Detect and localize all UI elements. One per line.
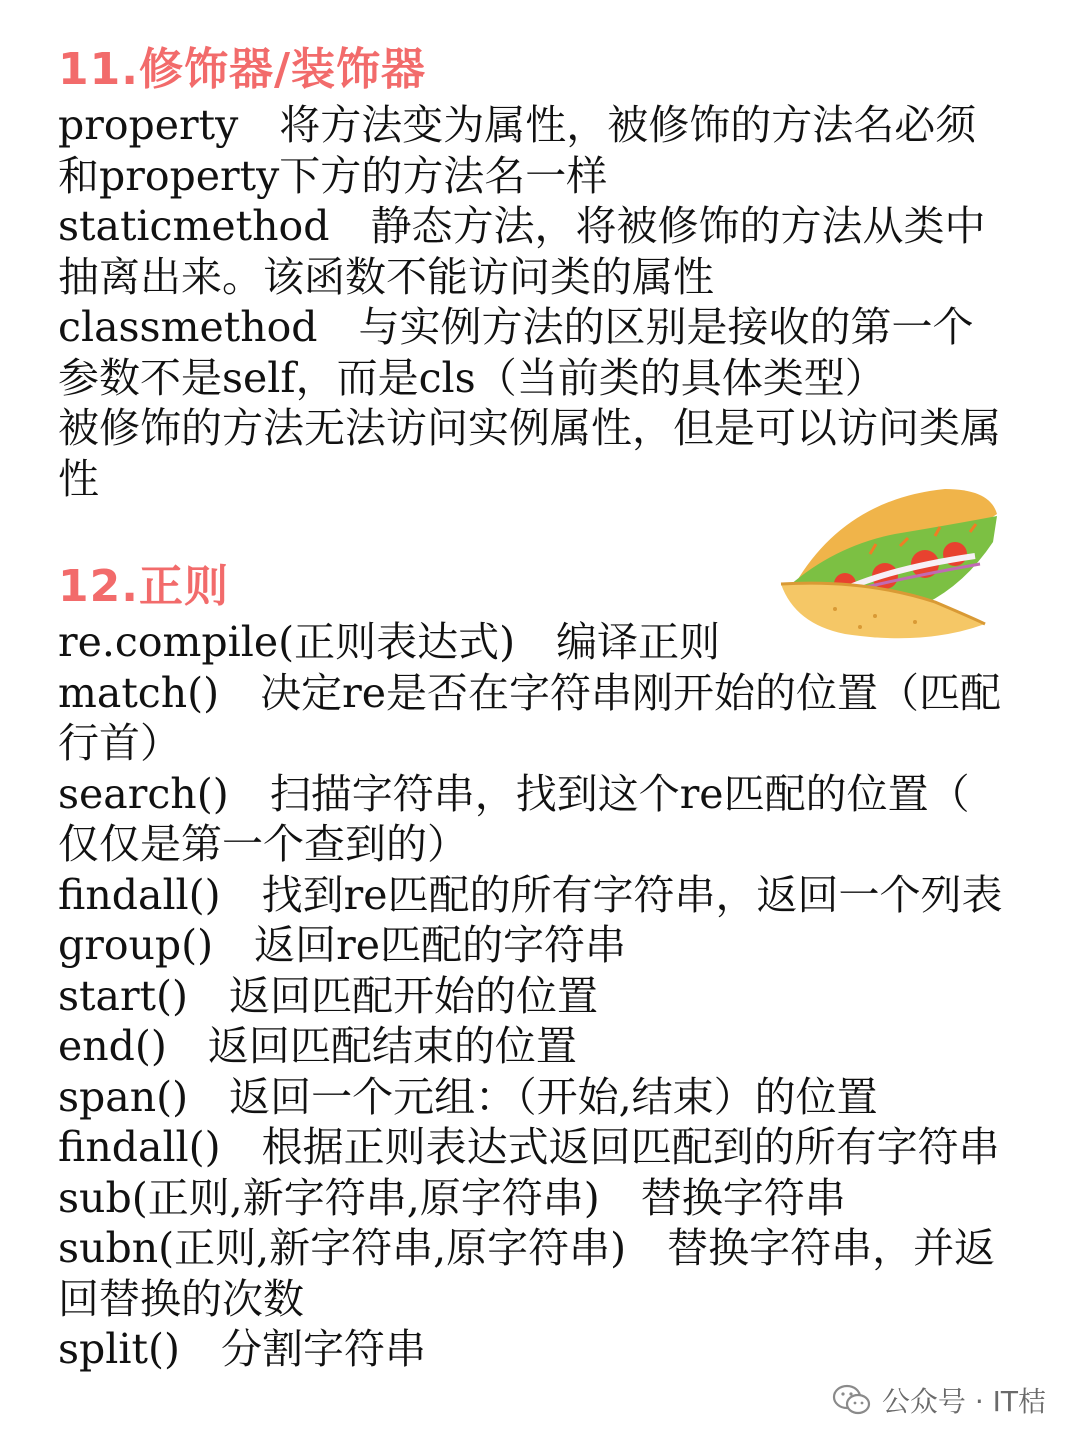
section-title-decorators: 11.修饰器/装饰器	[58, 44, 427, 95]
watermark-text: 公众号 · IT桔	[881, 1385, 1046, 1418]
text-line: 仅仅是第一个查到的）	[58, 820, 468, 868]
text-line: end() 返回匹配结束的位置	[58, 1022, 577, 1070]
text-line: findall() 根据正则表达式返回匹配到的所有字符串	[58, 1123, 1000, 1171]
text-line: 参数不是self，而是cls（当前类的具体类型）	[58, 353, 886, 402]
watermark	[832, 1380, 1046, 1420]
text-line: 性	[58, 454, 99, 503]
text-line: 和property下方的方法名一样	[58, 151, 608, 200]
text-line: 抽离出来。该函数不能访问类的属性	[58, 252, 714, 301]
text-line: findall() 找到re匹配的所有字符串，返回一个列表	[58, 870, 1003, 919]
text-line: span() 返回一个元组：（开始,结束）的位置	[58, 1072, 878, 1121]
text-line: split() 分割字符串	[58, 1325, 426, 1373]
text-line: match() 决定re是否在字符串刚开始的位置（匹配	[58, 668, 1002, 717]
text-line: staticmethod 静态方法，将被修饰的方法从类中	[58, 202, 986, 250]
text-line: sub(正则,新字符串,原字符串) 替换字符串	[58, 1173, 846, 1222]
text-line: classmethod 与实例方法的区别是接收的第一个	[58, 303, 974, 351]
section-decorators-body	[58, 100, 1038, 504]
text-line: start() 返回匹配开始的位置	[58, 971, 599, 1020]
section-title-regex: 12.正则	[58, 561, 229, 612]
text-line: subn(正则,新字符串,原字符串) 替换字符串，并返	[58, 1224, 996, 1272]
text-line: 行首）	[58, 719, 181, 767]
article-content	[58, 40, 1038, 1375]
text-line: property 将方法变为属性，被修饰的方法名必须	[58, 101, 977, 149]
text-line: 回替换的次数	[58, 1274, 304, 1323]
text-line: 被修饰的方法无法访问实例属性，但是可以访问类属	[58, 404, 1001, 452]
taco-icon	[775, 484, 1005, 649]
section-regex-body	[58, 617, 1038, 1375]
text-line: search() 扫描字符串，找到这个re匹配的位置（	[58, 769, 970, 818]
text-line: group() 返回re匹配的字符串	[58, 921, 627, 969]
text-line: re.compile(正则表达式) 编译正则	[58, 618, 721, 666]
wechat-icon	[832, 1383, 872, 1417]
